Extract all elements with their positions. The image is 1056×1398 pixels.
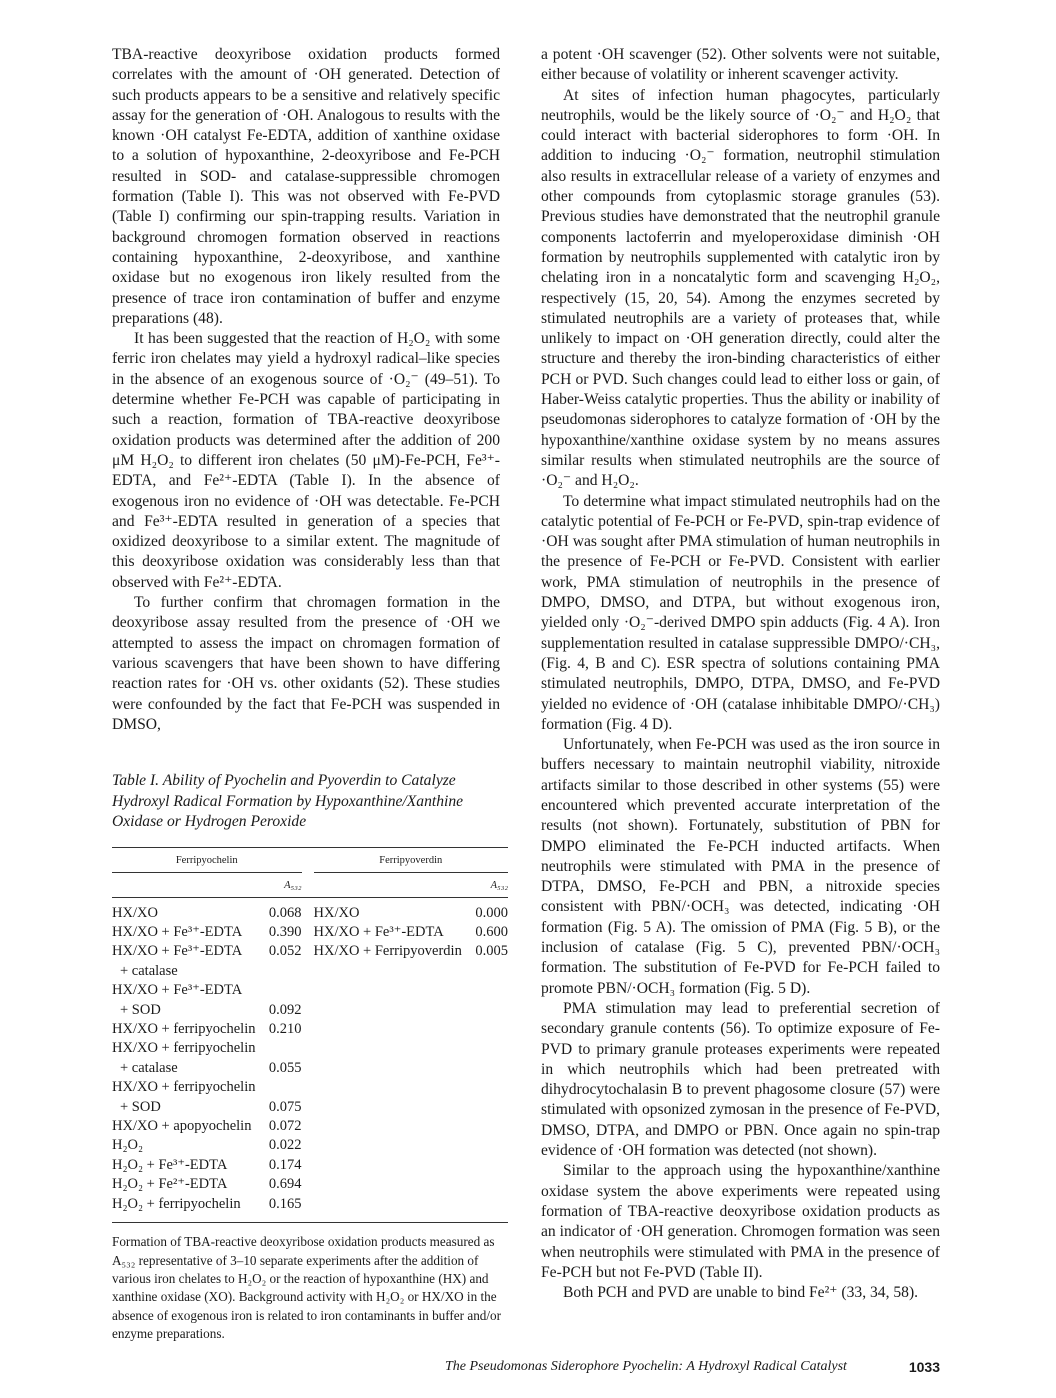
table-row-label: + catalase <box>120 1059 178 1076</box>
table-row-label: + SOD <box>120 1001 161 1018</box>
table-row-value: 0.068 <box>268 904 302 921</box>
column-gap <box>302 872 314 897</box>
table-cell-empty <box>314 981 467 1000</box>
paragraph: a potent ·OH scavenger (52). Other solvents were not suitable, either because of volatility or inherent scavenger activity. <box>541 46 940 84</box>
column-gap <box>302 897 314 923</box>
table-row <box>112 1136 508 1155</box>
table-cell-empty <box>466 1175 508 1194</box>
table-row-value: 0.165 <box>268 1195 302 1212</box>
table-row <box>112 1020 508 1039</box>
table-row-label: HX/XO + apopyochelin <box>112 1118 252 1135</box>
column-gap <box>302 1117 314 1136</box>
table-row <box>112 1059 508 1078</box>
data-table <box>112 847 508 1224</box>
table-row <box>112 981 508 1000</box>
table-row <box>112 1175 508 1194</box>
column-gap <box>302 1039 314 1058</box>
column-gap <box>302 942 314 961</box>
column-gap <box>302 847 314 872</box>
column-gap <box>302 1059 314 1078</box>
table-cell-empty <box>314 1078 467 1097</box>
left-column <box>112 45 508 1344</box>
column-gap <box>302 1001 314 1020</box>
value-header-row <box>112 872 508 897</box>
table-cell-empty <box>466 1136 508 1155</box>
column-gap <box>302 1195 314 1223</box>
table-row-value: 0.210 <box>268 1021 302 1038</box>
page-number: 1033 <box>908 1359 940 1375</box>
table-row <box>112 1078 508 1097</box>
column-gap <box>302 1136 314 1155</box>
table-row-value: 0.005 <box>475 943 508 960</box>
table-row-label: + catalase <box>120 962 178 979</box>
table-cell-empty <box>314 1175 467 1194</box>
table-row <box>112 897 508 923</box>
table-row-label: HX/XO + Ferripyoverdin <box>313 943 462 960</box>
table-row-value: 0.092 <box>268 1001 302 1018</box>
table-row <box>112 1156 508 1175</box>
table-row-value: 0.390 <box>268 924 302 940</box>
group-header-ferripyoverdin: Ferripyoverdin <box>314 847 509 872</box>
table-row <box>112 942 508 961</box>
paragraph: At sites of infection human phagocytes, particularly neutrophils, would be the likely source of ·O₂⁻ and H₂O₂ that could interact with bacterial siderophores to form ·OH. In addition to inducing ·O₂⁻ formation, neutrophil stimulation also results in extracellular release of a variety of enzymes and other compounds from cytoplasmic storage granules (53). Previous studies have demonstrated that the neutrophil granule components lactoferrin and myeloperoxidase diminish ·OH formation by neutrophils supplemented with catalytic iron by chelating iron in a noncatalytic form and scavenging H₂O₂, respectively (15, 20, 54). Among the enzymes secreted by stimulated neutrophils are a variety of proteases that, while unlikely to impact on ·OH generation directly, could alter the structure and thereby the iron-binding characteristics of either PCH or PVD. Such changes could lead to either loss or gain, of Haber-Weiss catalytic properties. Thus the ability or inability of pseudomonas siderophores to catalyze formation of ·OH by the hypoxanthine/xanthine oxidase system by no means assures similar results when stimulated neutrophils are the source of ·O₂⁻ and H₂O₂. <box>541 86 940 490</box>
table-row-label: HX/XO <box>112 904 158 921</box>
table-cell-empty <box>466 1020 508 1039</box>
value-header: A₅₃₂ <box>466 872 508 897</box>
table-row-label: + SOD <box>120 1098 161 1115</box>
table-cell-empty <box>314 1039 467 1058</box>
group-header-row <box>112 847 508 872</box>
table-title: Table I. Ability of Pyochelin and Pyoverdin to Catalyze Hydroxyl Radical Formation by Hypoxanthine/Xanthine Oxidase or Hydrogen Peroxide <box>112 772 464 831</box>
table-cell-empty <box>466 1039 508 1058</box>
bottom-rule <box>112 1223 508 1224</box>
table-cell-empty <box>466 1117 508 1136</box>
label-header-empty <box>314 872 467 897</box>
paragraph: Similar to the approach using the hypoxanthine/xanthine oxidase system the above experiments were repeated using formation of TBA-reactive deoxyribose oxidation products as an indicator of ·OH generation. Chromogen formation was seen when neutrophils were stimulated with PMA in the presence of Fe-PCH but not Fe-PVD (Table II). <box>541 1162 940 1281</box>
table-row-value: 0.052 <box>268 943 302 960</box>
column-gap <box>302 1175 314 1194</box>
table-row <box>112 962 508 981</box>
paragraph: To determine what impact stimulated neutrophils had on the catalytic potential of Fe-PCH or Fe-PVD, spin-trap evidence of ·OH was sought after PMA stimulation of human neutrophils in the presence of Fe-PCH or Fe-PVD. Consistent with earlier work, PMA stimulation of neutrophils in the presence of DMPO, DMSO, and DTPA, but without exogenous iron, yielded only ·O₂⁻-derived DMPO spin adducts (Fig. 4 A). Iron supplementation resulted in catalase suppressible DMPO/·CH₃, (Fig. 4, B and C). ESR spectra of solutions containing PMA stimulated neutrophils, DMPO, DTPA, DMSO, and Fe-PVD yielded no evidence of ·OH (catalase inhibitable DMPO/·CH₃) formation (Fig. 4 D). <box>541 492 940 733</box>
group-header-ferripyochelin: Ferripyochelin <box>112 847 302 872</box>
table-cell-empty <box>314 1136 467 1155</box>
table-cell-empty <box>314 1117 467 1136</box>
right-column <box>541 45 940 1303</box>
table-row-label: HX/XO + Fe³⁺-EDTA <box>112 943 243 960</box>
running-title: The Pseudomonas Siderophore Pyochelin: A Hydroxyl Radical Catalyst <box>445 1359 847 1374</box>
table-cell-empty <box>260 962 302 981</box>
table-row <box>112 923 508 942</box>
column-gap <box>302 923 314 942</box>
table-row <box>112 1039 508 1058</box>
table-row-value: 0.174 <box>268 1156 302 1173</box>
table-footnote: Formation of TBA-reactive deoxyribose oxidation products measured as A₅₃₂ representative of 3–10 separate experiments after the addition of various iron chelates to H₂O₂ or the reaction of hypoxanthine (HX) and xanthine oxidase (XO). Background activity with H₂O₂ or HX/XO in the absence of exogenous iron is related to iron contaminants in buffer and/or enzyme preparations. <box>112 1234 502 1342</box>
table-row-value: 0.075 <box>268 1098 302 1115</box>
table-cell-empty <box>314 962 467 981</box>
table-row <box>112 1098 508 1117</box>
table-cell-empty <box>466 1078 508 1097</box>
table-row-label: HX/XO + ferripyochelin <box>112 1040 256 1057</box>
table-cell-empty <box>466 1195 508 1223</box>
table-row-label: HX/XO <box>313 904 360 921</box>
paragraph: It has been suggested that the reaction of H₂O₂ with some ferric iron chelates may yield a hydroxyl radical–like species in the absence of an exogenous source of ·O₂⁻ (49–51). To determine whether Fe-PCH was capable of participating in such a reaction, formation of TBA-reactive deoxyribose oxidation products was determined after the addition of 200 μM H₂O₂ to different iron chelates (50 μM)-Fe-PCH, Fe³⁺-EDTA, and Fe²⁺-EDTA (Table I). In the absence of exogenous iron no evidence of ·OH was detectable. Fe-PCH and Fe³⁺-EDTA resulted in generation of a species that oxidized deoxyribose to a similar extent. The magnitude of this deoxyribose oxidation was considerably less than that observed with Fe²⁺-EDTA. <box>112 330 500 591</box>
paragraph: TBA-reactive deoxyribose oxidation products formed correlates with the amount of ·OH generated. Detection of such products appears to be a sensitive and relatively specific assay for the generation of ·OH. Analogous to results with the known ·OH catalyst Fe-EDTA, addition of xanthine oxidase to a solution of hypoxanthine, 2-deoxyribose and Fe-PCH resulted in SOD- and catalase-suppressible chromogen formation (Table I). This was not observed with Fe-PVD (Table I) confirming our spin-trapping results. Variation in background chromogen formation observed in reactions containing hypoxanthine, 2-deoxyribose, and xanthine oxidase but no exogenous iron likely resulted from the presence of trace iron contamination of buffer and enzyme preparations (48). <box>112 46 500 327</box>
table-row <box>112 1001 508 1020</box>
table-1 <box>112 847 508 1224</box>
table-row-label: HX/XO + Fe³⁺-EDTA <box>313 924 444 940</box>
table-cell-empty <box>466 1001 508 1020</box>
paragraph: Both PCH and PVD are unable to bind Fe²⁺ (33, 34, 58). <box>563 1284 919 1302</box>
column-gap <box>302 1020 314 1039</box>
table-cell-empty <box>314 1059 467 1078</box>
table-cell-empty <box>314 1001 467 1020</box>
table-row-label: H₂O₂ <box>112 1137 144 1154</box>
paragraph: PMA stimulation may lead to preferential secretion of secondary granule contents (56). To optimize exposure of Fe-PVD to primary granule proteases experiments were repeated in which neutrophils which had been pretreated with dihydrocytochalasin B to prevent phagosome closure (57) were stimulated with opsonized zymosan in the presence of Fe-PVD, DMSO, DTPA, and DMPO or PBN. Once again no spin-trap evidence of ·OH formation was detected (not shown). <box>541 999 940 1160</box>
table-row-value: 0.694 <box>268 1176 302 1193</box>
table-cell-empty <box>260 981 302 1000</box>
table-cell-empty <box>314 1156 467 1175</box>
table-row-value: 0.022 <box>268 1137 302 1154</box>
table-cell-empty <box>466 962 508 981</box>
table-cell-empty <box>466 1156 508 1175</box>
column-gap <box>302 1098 314 1117</box>
table-row-label: HX/XO + Fe³⁺-EDTA <box>112 982 243 999</box>
table-cell-empty <box>314 1098 467 1117</box>
column-gap <box>302 1156 314 1175</box>
column-gap <box>302 962 314 981</box>
label-header-empty <box>112 872 260 897</box>
table-row-value: 0.072 <box>268 1118 302 1135</box>
table-row-value: 0.600 <box>475 924 508 940</box>
table-row-value: 0.055 <box>268 1059 302 1076</box>
table-row-value: 0.000 <box>475 904 508 921</box>
paragraph: Unfortunately, when Fe-PCH was used as the iron source in buffers necessary to maintain neutrophil viability, nitroxide artifacts similar to those described in other systems (55) were encountered which prevented accurate interpretation of the results (not shown). Fortunately, substitution of PBN for DMPO eliminated the Fe-PCH inducted artifacts. When neutrophils were stimulated with PMA in the presence of DTPA, DMSO, Fe-PCH and PBN, a nitroxide species consistent with PBN/·OCH₃ was detected, indicating ·OH formation (Fig. 5 A). The omission of PMA (Fig. 5 B), or the inclusion of catalase (Fig. 5 C), prevented PBN/·OCH₃ formation. The substitution of Fe-PVD for Fe-PCH failed to promote PBN/·OCH₃ formation (Fig. 5 D). <box>541 736 940 997</box>
value-header: A₅₃₂ <box>260 872 302 897</box>
column-gap <box>302 1078 314 1097</box>
table-cell-empty <box>466 1098 508 1117</box>
page-footer <box>445 1358 940 1376</box>
table-body <box>112 897 508 1223</box>
table-row-label: H₂O₂ + ferripyochelin <box>112 1195 241 1212</box>
table-row-label: H₂O₂ + Fe²⁺-EDTA <box>112 1176 228 1193</box>
table-row-label: HX/XO + ferripyochelin <box>112 1079 256 1096</box>
table-cell-empty <box>260 1039 302 1058</box>
table-cell-empty <box>260 1078 302 1097</box>
table-row <box>112 1195 508 1223</box>
table-row-label: HX/XO + Fe³⁺-EDTA <box>112 924 243 940</box>
table-cell-empty <box>466 981 508 1000</box>
table-cell-empty <box>314 1020 467 1039</box>
table-row-label: HX/XO + ferripyochelin <box>112 1021 256 1038</box>
table-row <box>112 1117 508 1136</box>
table-cell-empty <box>314 1195 467 1223</box>
table-bottom-rule <box>112 1223 508 1224</box>
table-cell-empty <box>466 1059 508 1078</box>
column-gap <box>302 981 314 1000</box>
paragraph: To further confirm that chromagen formation in the deoxyribose assay resulted from the presence of ·OH we attempted to assess the impact on chromagen formation of various scavengers that have been shown to have differing reaction rates for ·OH vs. other oxidants (52). These studies were confounded by the fact that Fe-PCH was suspended in DMSO, <box>112 594 500 733</box>
table-row-label: H₂O₂ + Fe³⁺-EDTA <box>112 1156 228 1173</box>
